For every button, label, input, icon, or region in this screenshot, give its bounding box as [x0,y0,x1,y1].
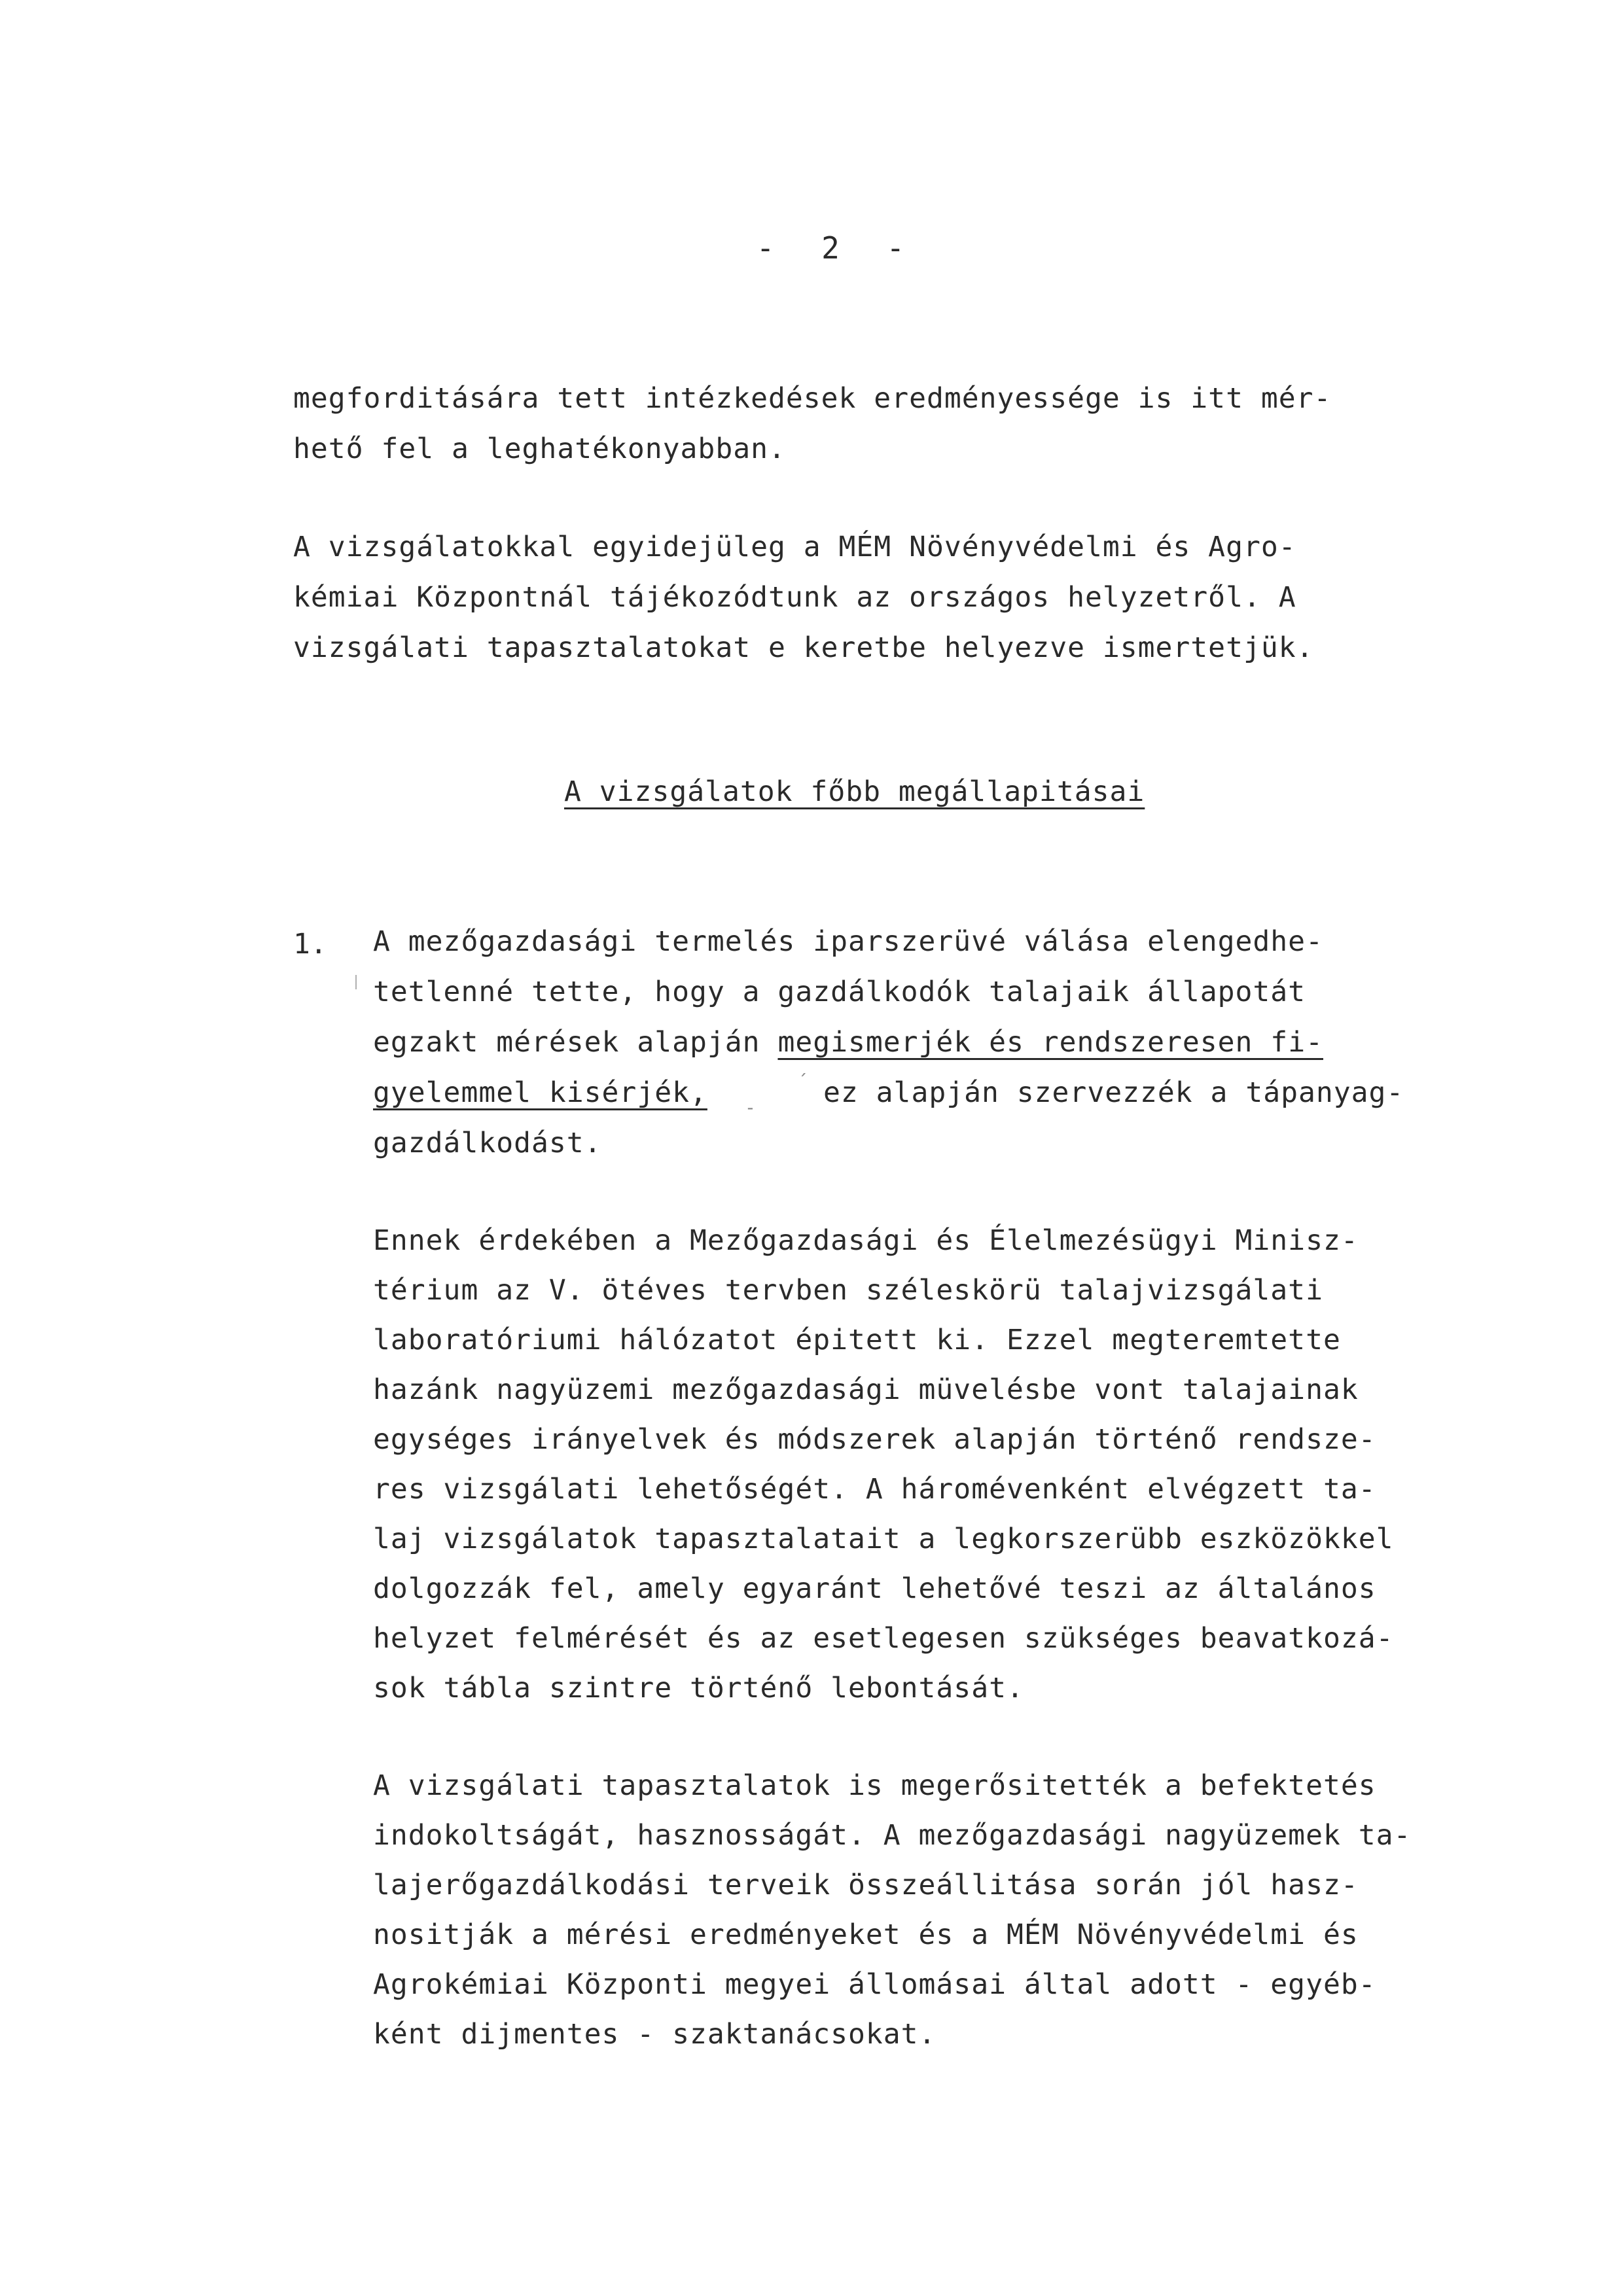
item-1-line-2: tetlenné tette, hogy a gazdálkodók talajaik állapotát [373,976,1306,1008]
paragraph-3-line-7: laj vizsgálatok tapasztalatait a legkorszerübb eszközökkel [373,1523,1394,1555]
paragraph-2-line-2: kémiai Központnál tájékozódtunk az országos helyzetről. A [293,581,1296,614]
paragraph-4-line-2: indokoltságát, hasznosságát. A mezőgazdasági nagyüzemek ta- [373,1819,1412,1852]
paragraph-3-line-9: helyzet felmérését és az esetlegesen szükséges beavatkozá- [373,1622,1394,1655]
paragraph-1-line-2: hető fel a leghatékonyabban. [293,433,786,465]
correction-mark-2: ´ [797,1070,808,1092]
paragraph-4-line-5: Agrokémiai Központi megyei állomásai által adott - egyéb- [373,1968,1376,2001]
paragraph-3-line-3: laboratóriumi hálózatot épitett ki. Ezzel megteremtette [373,1324,1341,1356]
correction-mark-1: - [745,1097,756,1118]
paragraph-3-line-8: dolgozzák fel, amely egyaránt lehetővé teszi az általános [373,1572,1376,1605]
item-1-line-3 [373,1026,1323,1059]
paragraph-4-line-3: lajerőgazdálkodási terveik összeállitása során jól hasz- [373,1869,1359,1901]
paragraph-4-line-1: A vizsgálati tapasztalatok is megerősitették a befektetés [373,1769,1376,1802]
margin-mark [355,975,357,989]
item-1-line-4-rest: ez alapján szervezzék a tápanyag- [823,1076,1404,1109]
paragraph-2-line-1: A vizsgálatokkal egyidejüleg a MÉM Növényvédelmi és Agro- [293,531,1296,563]
paragraph-3-line-1: Ennek érdekében a Mezőgazdasági és Élelmezésügyi Minisz- [373,1224,1359,1257]
section-heading: A vizsgálatok főbb megállapitásai [564,775,1145,808]
page-number: - 2 - [756,230,919,266]
item-1-underlined-phrase-2: gyelemmel kisérjék, [373,1076,707,1109]
paragraph-3-line-2: térium az V. ötéves tervben széleskörü talajvizsgálati [373,1274,1323,1307]
item-1-underlined-phrase-1: megismerjék és rendszeresen fi- [777,1026,1323,1059]
paragraph-1-line-1: megforditására tett intézkedések eredményessége is itt mér- [293,382,1332,415]
paragraph-3-line-6: res vizsgálati lehetőségét. A háromévenként elvégzett ta- [373,1473,1376,1506]
item-1-line-3-plain: egzakt mérések alapján [373,1026,778,1059]
paragraph-4-line-6: ként dijmentes - szaktanácsokat. [373,2018,936,2051]
item-1-line-4 [373,1076,707,1109]
paragraph-3-line-10: sok tábla szintre történő lebontását. [373,1672,1024,1704]
paragraph-2-line-3: vizsgálati tapasztalatokat e keretbe helyezve ismertetjük. [293,631,1314,664]
paragraph-3-line-5: egységes irányelvek és módszerek alapján történő rendsze- [373,1423,1376,1456]
item-1-line-1: A mezőgazdasági termelés iparszerüvé válása elengedhe- [373,925,1323,958]
item-1-line-5: gazdálkodást. [373,1127,602,1159]
paragraph-4-line-4: nositják a mérési eredményeket és a MÉM Növényvédelmi és [373,1918,1359,1951]
paragraph-3-line-4: hazánk nagyüzemi mezőgazdasági müvelésbe vont talajainak [373,1373,1359,1406]
list-item-number: 1. [293,928,327,961]
